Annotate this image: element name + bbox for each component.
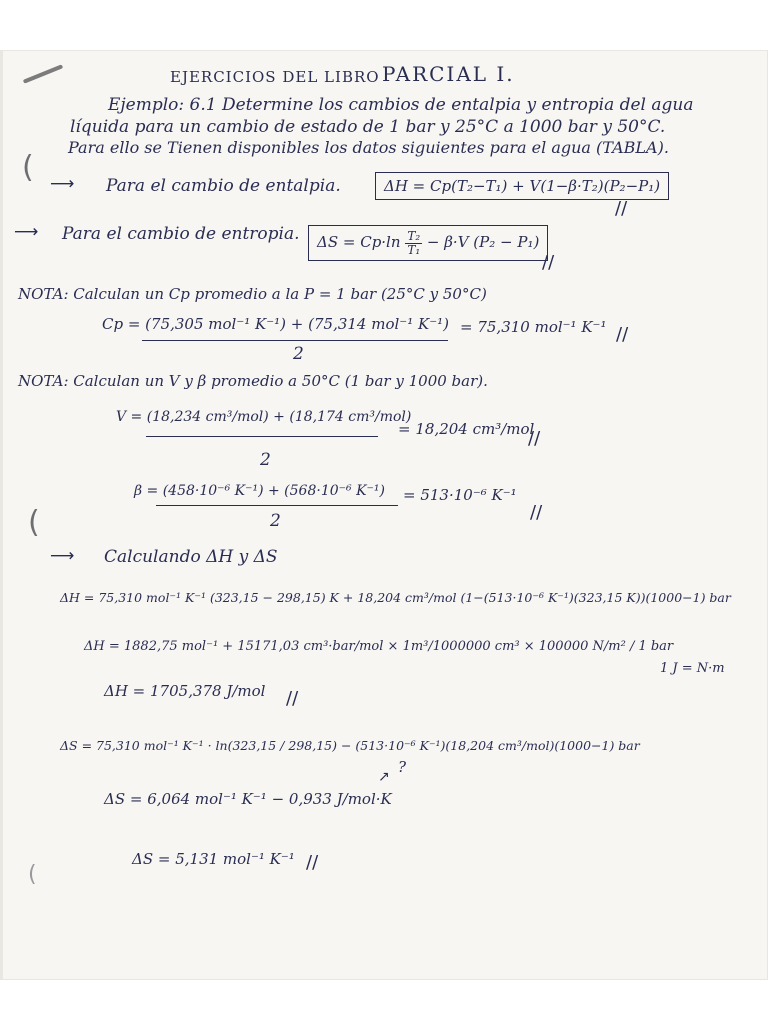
arrow-right-icon: ⟶ <box>50 546 75 566</box>
note-cp: NOTA: Calculan un Cp promedio a la P = 1 bar (25°C y 50°C) <box>18 285 487 303</box>
calc-heading: Calculando ΔH y ΔS <box>104 547 278 567</box>
enthalpy-formula: ΔH = Cp(T₂−T₁) + V(1−β·T₂)(P₂−P₁) <box>384 177 661 195</box>
cp-numerator: Cp = (75,305 mol⁻¹ K⁻¹) + (75,314 mol⁻¹ K⁻¹) <box>102 315 449 333</box>
fraction-bar <box>142 340 448 341</box>
cp-result: = 75,310 mol⁻¹ K⁻¹ <box>460 318 607 336</box>
note-v-beta: NOTA: Calculan un V y β promedio a 50°C (1 bar y 1000 bar). <box>18 372 488 390</box>
fraction-bar <box>156 505 398 506</box>
double-slash-icon: // <box>530 502 543 523</box>
intro-line-2: líquida para un cambio de estado de 1 bar y 25°C a 1000 bar y 50°C. <box>70 117 666 137</box>
ds-step-1: ΔS = 75,310 mol⁻¹ K⁻¹ · ln(323,15 / 298,15) − (513·10⁻⁶ K⁻¹)(18,204 cm³/mol)(1000−1) bar <box>60 738 640 753</box>
cp-denominator: 2 <box>293 344 304 364</box>
ds-step-2: ΔS = 6,064 mol⁻¹ K⁻¹ − 0,933 J/mol·K <box>104 790 392 808</box>
page-title: EJERCICIOS DEL LIBRO <box>170 68 380 86</box>
ratio-numerator: T₂ <box>407 229 421 243</box>
ratio-denominator: T₁ <box>407 242 421 257</box>
entropy-formula-left: ΔS = Cp·ln <box>317 233 401 252</box>
parcial-label: PARCIAL I. <box>382 62 515 86</box>
binder-hole-icon: ( <box>28 862 37 887</box>
beta-denominator: 2 <box>270 511 281 531</box>
question-mark: ? <box>398 758 407 776</box>
enthalpy-formula-box <box>375 172 669 200</box>
double-slash-icon: // <box>616 324 629 345</box>
dh-step-1: ΔH = 75,310 mol⁻¹ K⁻¹ (323,15 − 298,15) K + 18,204 cm³/mol (1−(513·10⁻⁶ K⁻¹)(323,15 K))(1000−1) bar <box>60 590 731 605</box>
double-slash-icon: // <box>286 688 299 709</box>
joule-definition: 1 J = N·m <box>660 661 725 676</box>
arrow-right-icon: ⟶ <box>14 222 39 242</box>
v-numerator: V = (18,234 cm³/mol) + (18,174 cm³/mol) <box>116 409 412 425</box>
dh-step-2: ΔH = 1882,75 mol⁻¹ + 15171,03 cm³·bar/mol × 1m³/1000000 cm³ × 100000 N/m² / 1 bar <box>84 639 674 654</box>
arrow-right-icon: ⟶ <box>50 174 75 194</box>
temperature-ratio <box>405 230 422 256</box>
ds-result: ΔS = 5,131 mol⁻¹ K⁻¹ <box>132 850 295 868</box>
double-slash-icon: // <box>528 428 541 449</box>
intro-line-1: Ejemplo: 6.1 Determine los cambios de entalpia y entropia del agua <box>108 95 694 115</box>
curved-arrow-icon: ↗ <box>378 769 390 785</box>
entropy-formula-box <box>308 225 548 261</box>
fraction-bar <box>146 436 378 437</box>
entropy-label: Para el cambio de entropia. <box>62 224 300 244</box>
page-edge <box>0 50 3 980</box>
intro-line-3: Para ello se Tienen disponibles los datos siguientes para el agua (TABLA). <box>68 138 669 157</box>
double-slash-icon: // <box>542 252 555 273</box>
double-slash-icon: // <box>306 852 319 873</box>
v-denominator: 2 <box>260 450 271 470</box>
binder-hole-icon: ( <box>22 150 34 185</box>
beta-numerator: β = (458·10⁻⁶ K⁻¹) + (568·10⁻⁶ K⁻¹) <box>134 483 386 499</box>
v-result: = 18,204 cm³/mol <box>398 420 535 438</box>
binder-hole-icon: ( <box>28 505 40 540</box>
double-slash-icon: // <box>615 198 628 219</box>
entropy-formula-right: − β·V (P₂ − P₁) <box>426 233 540 252</box>
beta-result: = 513·10⁻⁶ K⁻¹ <box>403 486 517 504</box>
enthalpy-label: Para el cambio de entalpia. <box>106 176 341 196</box>
dh-result: ΔH = 1705,378 J/mol <box>104 682 266 700</box>
